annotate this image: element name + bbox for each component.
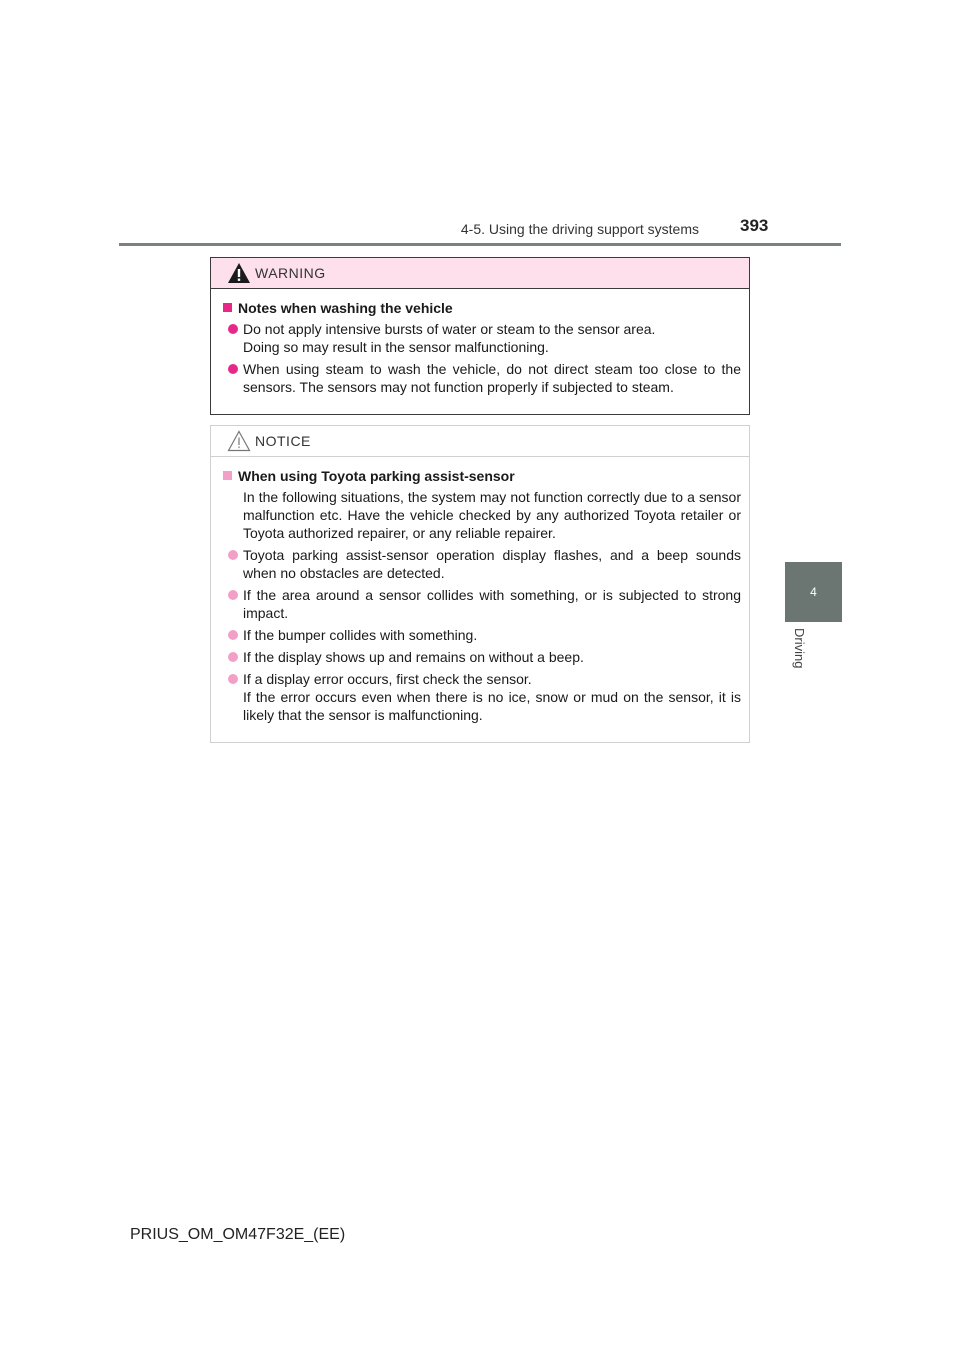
list-item-line: If the display shows up and remains on without a beep. (243, 649, 584, 665)
warning-section-title (223, 299, 741, 317)
bullet-dot-icon (228, 324, 238, 334)
chapter-number: 4 (810, 585, 817, 599)
notice-section-title-text: When using Toyota parking assist-sensor (238, 468, 515, 484)
notice-header (211, 426, 749, 457)
page-number: 393 (740, 216, 769, 235)
list-item-line: If the area around a sensor collides with something, or is subjected to strong impact. (243, 587, 741, 621)
list-item (223, 360, 741, 396)
list-item-line: If a display error occurs, first check the sensor. (243, 671, 532, 687)
notice-box (210, 425, 750, 743)
list-item-text (243, 320, 741, 356)
list-item-text (243, 546, 741, 582)
list-item-text (243, 360, 741, 396)
warning-box (210, 257, 750, 415)
bullet-dot-icon (228, 652, 238, 662)
bullet-dot-icon (228, 674, 238, 684)
list-item-line: When using steam to wash the vehicle, do not direct steam too close to the sensors. The sensors may not function properly if subjected to steam. (243, 361, 741, 395)
list-item (223, 670, 741, 724)
warning-header (211, 258, 749, 289)
square-bullet-icon (223, 303, 232, 312)
list-item-text (243, 626, 741, 644)
chapter-label: Driving (792, 628, 807, 669)
list-item-text (243, 586, 741, 622)
notice-triangle-icon (227, 430, 251, 452)
document-code: PRIUS_OM_OM47F32E_(EE) (130, 1226, 346, 1243)
list-item-line: If the bumper collides with something. (243, 627, 478, 643)
warning-triangle-icon (227, 262, 251, 284)
square-bullet-icon (223, 471, 232, 480)
notice-body (211, 457, 749, 724)
list-item-line: Do not apply intensive bursts of water or steam to the sensor area. (243, 321, 656, 337)
notice-label: NOTICE (255, 433, 311, 449)
list-item-line: If the error occurs even when there is no ice, snow or mud on the sensor, it is likely that the sensor is malfunctioning. (243, 689, 741, 723)
list-item (223, 320, 741, 356)
list-item (223, 626, 741, 644)
list-item (223, 648, 741, 666)
bullet-dot-icon (228, 550, 238, 560)
list-item (223, 546, 741, 582)
warning-body (211, 289, 749, 396)
warning-section-title-text: Notes when washing the vehicle (238, 300, 453, 316)
list-item (223, 586, 741, 622)
warning-label: WARNING (255, 265, 326, 281)
list-item-line: Toyota parking assist-sensor operation display flashes, and a beep sounds when no obstacles are detected. (243, 547, 741, 581)
header-rule (119, 243, 841, 246)
bullet-dot-icon (228, 364, 238, 374)
chapter-tab[interactable] (785, 562, 842, 622)
list-item-line: Doing so may result in the sensor malfunctioning. (243, 339, 549, 355)
list-item-text (243, 648, 741, 666)
list-item-text (243, 670, 741, 724)
bullet-dot-icon (228, 630, 238, 640)
notice-section-title (223, 467, 741, 485)
bullet-dot-icon (228, 590, 238, 600)
page-header-title: 4-5. Using the driving support systems (460, 221, 699, 237)
notice-intro: In the following situations, the system may not function correctly due to a sensor malfunction etc. Have the vehicle checked by any authorized Toyota retailer or Toyota authorized repairer, or any reliable repairer. (243, 489, 741, 541)
